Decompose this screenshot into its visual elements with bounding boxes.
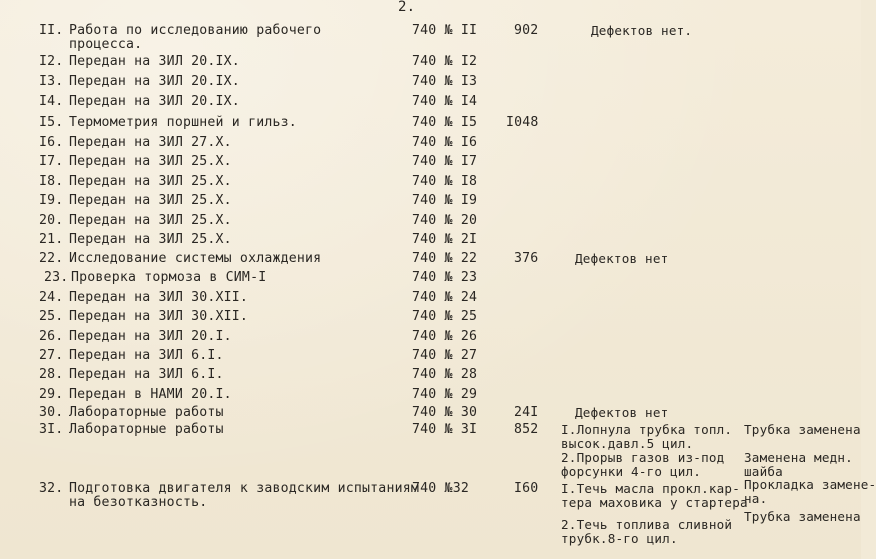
row-number: I6. <box>39 135 64 150</box>
row-number: I8. <box>39 174 64 189</box>
engine-number: 740 № I4 <box>412 94 478 109</box>
engine-number: 740 № 29 <box>412 387 478 402</box>
row-description: Термометрия поршней и гильз. <box>69 115 297 130</box>
row-description: на безотказность. <box>69 495 208 510</box>
engine-number: 740 № 25 <box>412 309 478 324</box>
engine-number: 740 № 28 <box>412 367 478 382</box>
engine-number: 740 № 24 <box>412 290 478 305</box>
row-description: Передан на ЗИЛ 25.X. <box>69 193 232 208</box>
row-number: 3I. <box>39 422 64 437</box>
measure-note: Трубка заменена <box>744 509 861 524</box>
defect-note: тера маховика у стартера <box>561 495 748 510</box>
defect-note: Дефектов нет <box>575 405 669 420</box>
row-number: 24. <box>39 290 64 305</box>
engine-number: 740 № I6 <box>412 135 478 150</box>
engine-number: 740 № I7 <box>412 154 478 169</box>
engine-number: 740 № 23 <box>412 270 478 285</box>
row-description: процесса. <box>69 37 143 52</box>
engine-number: 740 № 20 <box>412 213 478 228</box>
row-description: Передан на ЗИЛ 30.XII. <box>69 290 249 305</box>
row-description: Проверка тормоза в СИМ-I <box>71 270 267 285</box>
engine-number: 740 № 22 <box>412 251 478 266</box>
row-number: 26. <box>39 329 64 344</box>
row-description: Передан на ЗИЛ 25.X. <box>69 154 232 169</box>
measure-note: шайба <box>744 464 783 479</box>
row-number: 22. <box>39 251 64 266</box>
engine-number: 740 № 30 <box>412 405 478 420</box>
engine-number: 740 №32 <box>412 481 469 496</box>
defect-note: трубк.8-го цил. <box>561 531 678 546</box>
operating-hours: 852 <box>514 422 539 437</box>
defect-note: форсунки 4-го цил. <box>561 464 702 479</box>
row-number: I9. <box>39 193 64 208</box>
row-description: Передан в НАМИ 20.I. <box>69 387 232 402</box>
defect-note: высок.давл.5 цил. <box>561 436 694 451</box>
defect-note: 2.Прорыв газов из-под <box>561 450 725 465</box>
row-description: Лабораторные работы <box>69 405 224 420</box>
defect-note: Дефектов нет <box>575 251 669 266</box>
row-number: II. <box>39 23 64 38</box>
engine-number: 740 № 2I <box>412 232 478 247</box>
engine-number: 740 № I2 <box>412 54 478 69</box>
row-description: Передан на ЗИЛ 30.XII. <box>69 309 249 324</box>
defect-note: Дефектов нет. <box>591 23 693 38</box>
row-description: Передан на ЗИЛ 27.X. <box>69 135 232 150</box>
row-description: Передан на ЗИЛ 25.X. <box>69 174 232 189</box>
row-number: 23. <box>44 270 69 285</box>
engine-number: 740 № II <box>412 23 478 38</box>
engine-number: 740 № I9 <box>412 193 478 208</box>
engine-number: 740 № 26 <box>412 329 478 344</box>
row-description: Передан на ЗИЛ 20.IX. <box>69 74 240 89</box>
row-number: 30. <box>39 405 64 420</box>
row-description: Лабораторные работы <box>69 422 224 437</box>
measure-note: Трубка заменена <box>744 422 861 437</box>
row-number: 27. <box>39 348 64 363</box>
row-description: Исследование системы охлаждения <box>69 251 322 266</box>
row-number: I3. <box>39 74 64 89</box>
engine-number: 740 № I5 <box>412 115 478 130</box>
defect-note: I.Лопнула трубка топл. <box>561 422 733 437</box>
row-number: I2. <box>39 54 64 69</box>
operating-hours: 902 <box>514 23 539 38</box>
row-number: I5. <box>39 115 64 130</box>
page-number: 2. <box>398 0 416 15</box>
engine-number: 740 № I3 <box>412 74 478 89</box>
measure-note: Прокладка замене- <box>744 477 876 492</box>
row-number: I7. <box>39 154 64 169</box>
measure-note: Заменена медн. <box>744 450 853 465</box>
row-number: 25. <box>39 309 64 324</box>
operating-hours: 24I <box>514 405 539 420</box>
measure-note: на. <box>744 491 768 506</box>
engine-number: 740 № 27 <box>412 348 478 363</box>
row-description: Передан на ЗИЛ 20.IX. <box>69 54 240 69</box>
operating-hours: I048 <box>506 115 539 130</box>
row-description: Передан на ЗИЛ 25.X. <box>69 232 232 247</box>
engine-number: 740 № I8 <box>412 174 478 189</box>
defect-note: 2.Течь топлива сливной <box>561 517 733 532</box>
row-description: Передан на ЗИЛ 6.I. <box>69 348 224 363</box>
operating-hours: 376 <box>514 251 539 266</box>
row-number: I4. <box>39 94 64 109</box>
row-number: 29. <box>39 387 64 402</box>
row-description: Передан на ЗИЛ 20.IX. <box>69 94 240 109</box>
row-number: 32. <box>39 481 64 496</box>
row-number: 28. <box>39 367 64 382</box>
row-description: Работа по исследованию рабочего <box>69 23 322 38</box>
row-number: 21. <box>39 232 64 247</box>
engine-number: 740 № 3I <box>412 422 478 437</box>
defect-note: I.Течь масла прокл.кар- <box>561 481 740 496</box>
row-description: Подготовка двигателя к заводским испытаниям <box>69 481 420 496</box>
row-number: 20. <box>39 213 64 228</box>
row-description: Передан на ЗИЛ 6.I. <box>69 367 224 382</box>
row-description: Передан на ЗИЛ 20.I. <box>69 329 232 344</box>
operating-hours: I60 <box>514 481 539 496</box>
row-description: Передан на ЗИЛ 25.X. <box>69 213 232 228</box>
